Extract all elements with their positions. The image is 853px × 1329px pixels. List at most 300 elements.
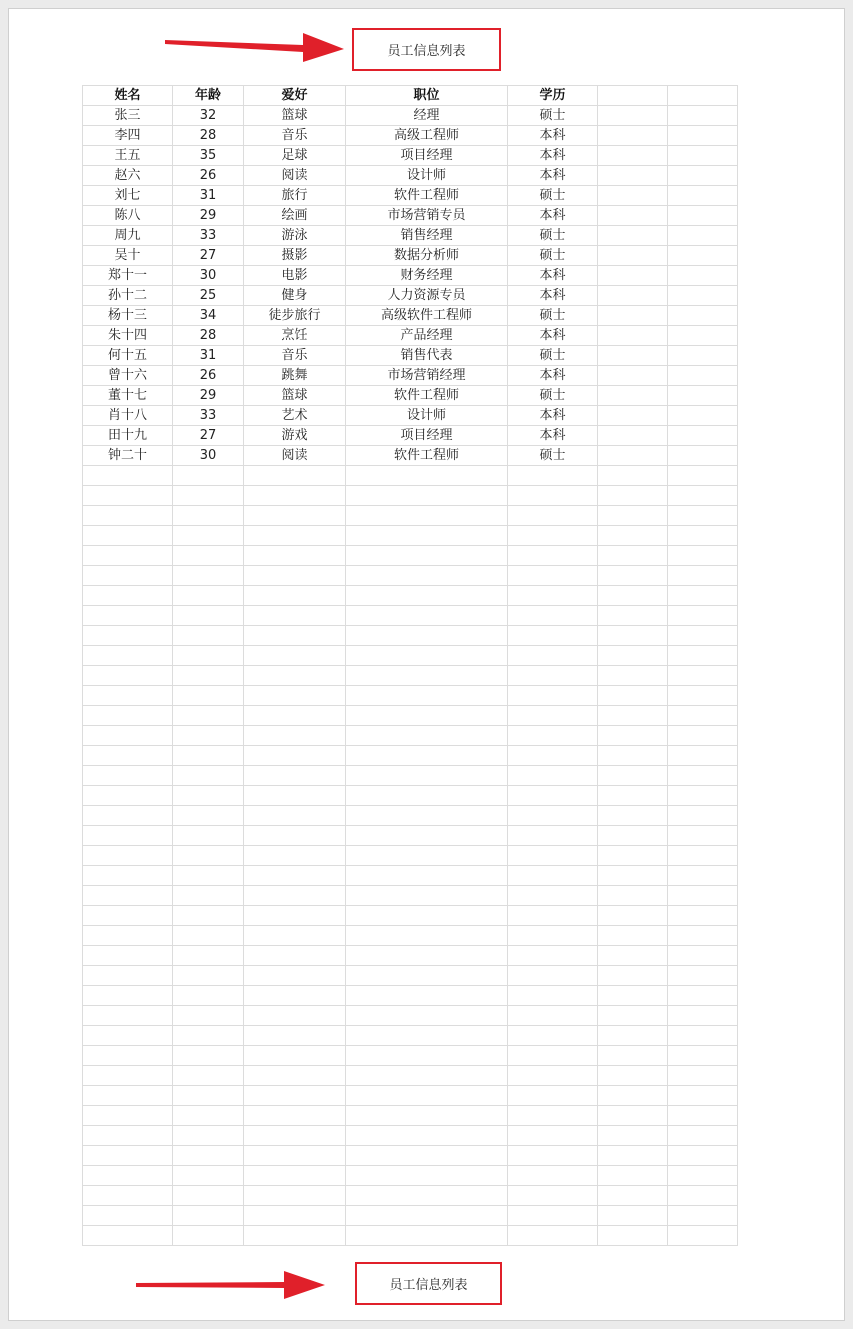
empty-cell[interactable] <box>244 986 346 1006</box>
cell-position[interactable]: 数据分析师 <box>346 246 508 266</box>
empty-cell[interactable] <box>346 786 508 806</box>
empty-cell[interactable] <box>668 1006 738 1026</box>
empty-cell[interactable] <box>598 586 668 606</box>
empty-cell[interactable] <box>668 226 738 246</box>
empty-cell[interactable] <box>668 866 738 886</box>
empty-cell[interactable] <box>598 666 668 686</box>
empty-cell[interactable] <box>244 686 346 706</box>
empty-cell[interactable] <box>83 1226 173 1246</box>
header-cell-empty[interactable] <box>598 86 668 106</box>
empty-cell[interactable] <box>83 626 173 646</box>
cell-education[interactable]: 本科 <box>508 126 598 146</box>
empty-cell[interactable] <box>598 766 668 786</box>
empty-cell[interactable] <box>83 666 173 686</box>
empty-cell[interactable] <box>346 586 508 606</box>
empty-cell[interactable] <box>173 626 244 646</box>
empty-cell[interactable] <box>598 366 668 386</box>
empty-cell[interactable] <box>508 606 598 626</box>
cell-position[interactable]: 市场营销专员 <box>346 206 508 226</box>
empty-cell[interactable] <box>173 1166 244 1186</box>
cell-name[interactable]: 杨十三 <box>83 306 173 326</box>
empty-cell[interactable] <box>346 1126 508 1146</box>
empty-cell[interactable] <box>83 546 173 566</box>
empty-cell[interactable] <box>173 466 244 486</box>
empty-cell[interactable] <box>173 746 244 766</box>
empty-cell[interactable] <box>346 1186 508 1206</box>
cell-position[interactable]: 软件工程师 <box>346 186 508 206</box>
cell-education[interactable]: 本科 <box>508 366 598 386</box>
cell-name[interactable]: 吴十 <box>83 246 173 266</box>
empty-cell[interactable] <box>83 746 173 766</box>
cell-hobby[interactable]: 阅读 <box>244 166 346 186</box>
cell-education[interactable]: 本科 <box>508 206 598 226</box>
empty-cell[interactable] <box>508 1186 598 1206</box>
empty-cell[interactable] <box>346 1066 508 1086</box>
cell-age[interactable]: 34 <box>173 306 244 326</box>
header-cell-empty[interactable] <box>668 86 738 106</box>
empty-cell[interactable] <box>598 646 668 666</box>
cell-hobby[interactable]: 艺术 <box>244 406 346 426</box>
empty-cell[interactable] <box>83 1186 173 1206</box>
empty-cell[interactable] <box>598 526 668 546</box>
empty-cell[interactable] <box>508 626 598 646</box>
cell-education[interactable]: 硕士 <box>508 246 598 266</box>
empty-cell[interactable] <box>508 506 598 526</box>
cell-hobby[interactable]: 摄影 <box>244 246 346 266</box>
empty-cell[interactable] <box>173 866 244 886</box>
empty-cell[interactable] <box>668 706 738 726</box>
empty-cell[interactable] <box>668 206 738 226</box>
empty-cell[interactable] <box>173 826 244 846</box>
empty-cell[interactable] <box>508 806 598 826</box>
empty-cell[interactable] <box>508 946 598 966</box>
empty-cell[interactable] <box>508 966 598 986</box>
empty-cell[interactable] <box>346 486 508 506</box>
cell-education[interactable]: 硕士 <box>508 186 598 206</box>
cell-position[interactable]: 产品经理 <box>346 326 508 346</box>
cell-name[interactable]: 田十九 <box>83 426 173 446</box>
empty-cell[interactable] <box>173 1206 244 1226</box>
empty-cell[interactable] <box>508 786 598 806</box>
empty-cell[interactable] <box>598 206 668 226</box>
empty-cell[interactable] <box>173 1146 244 1166</box>
empty-cell[interactable] <box>83 486 173 506</box>
cell-hobby[interactable]: 电影 <box>244 266 346 286</box>
empty-cell[interactable] <box>668 806 738 826</box>
empty-cell[interactable] <box>508 1106 598 1126</box>
empty-cell[interactable] <box>244 666 346 686</box>
header-cell-education[interactable]: 学历 <box>508 86 598 106</box>
empty-cell[interactable] <box>346 1046 508 1066</box>
empty-cell[interactable] <box>346 666 508 686</box>
empty-cell[interactable] <box>83 586 173 606</box>
cell-hobby[interactable]: 烹饪 <box>244 326 346 346</box>
cell-education[interactable]: 硕士 <box>508 346 598 366</box>
cell-age[interactable]: 33 <box>173 226 244 246</box>
empty-cell[interactable] <box>508 766 598 786</box>
empty-cell[interactable] <box>244 866 346 886</box>
cell-name[interactable]: 孙十二 <box>83 286 173 306</box>
empty-cell[interactable] <box>244 826 346 846</box>
empty-cell[interactable] <box>83 1066 173 1086</box>
empty-cell[interactable] <box>244 466 346 486</box>
empty-cell[interactable] <box>598 326 668 346</box>
empty-cell[interactable] <box>508 646 598 666</box>
empty-cell[interactable] <box>346 966 508 986</box>
cell-age[interactable]: 29 <box>173 386 244 406</box>
header-cell-name[interactable]: 姓名 <box>83 86 173 106</box>
empty-cell[interactable] <box>668 526 738 546</box>
cell-position[interactable]: 软件工程师 <box>346 386 508 406</box>
empty-cell[interactable] <box>83 526 173 546</box>
empty-cell[interactable] <box>346 1006 508 1026</box>
empty-cell[interactable] <box>173 806 244 826</box>
empty-cell[interactable] <box>668 766 738 786</box>
empty-cell[interactable] <box>598 786 668 806</box>
empty-cell[interactable] <box>244 1146 346 1166</box>
empty-cell[interactable] <box>83 1046 173 1066</box>
empty-cell[interactable] <box>346 606 508 626</box>
empty-cell[interactable] <box>346 926 508 946</box>
empty-cell[interactable] <box>598 906 668 926</box>
empty-cell[interactable] <box>173 1186 244 1206</box>
empty-cell[interactable] <box>346 646 508 666</box>
empty-cell[interactable] <box>598 426 668 446</box>
cell-education[interactable]: 本科 <box>508 146 598 166</box>
cell-name[interactable]: 朱十四 <box>83 326 173 346</box>
cell-education[interactable]: 硕士 <box>508 386 598 406</box>
cell-position[interactable]: 项目经理 <box>346 426 508 446</box>
cell-position[interactable]: 销售代表 <box>346 346 508 366</box>
empty-cell[interactable] <box>668 286 738 306</box>
empty-cell[interactable] <box>173 1086 244 1106</box>
empty-cell[interactable] <box>668 626 738 646</box>
cell-name[interactable]: 董十七 <box>83 386 173 406</box>
cell-name[interactable]: 钟二十 <box>83 446 173 466</box>
empty-cell[interactable] <box>598 186 668 206</box>
cell-name[interactable]: 肖十八 <box>83 406 173 426</box>
empty-cell[interactable] <box>244 766 346 786</box>
empty-cell[interactable] <box>83 846 173 866</box>
empty-cell[interactable] <box>598 686 668 706</box>
empty-cell[interactable] <box>668 406 738 426</box>
empty-cell[interactable] <box>173 706 244 726</box>
cell-position[interactable]: 市场营销经理 <box>346 366 508 386</box>
cell-name[interactable]: 周九 <box>83 226 173 246</box>
empty-cell[interactable] <box>598 226 668 246</box>
empty-cell[interactable] <box>668 826 738 846</box>
empty-cell[interactable] <box>244 1006 346 1026</box>
empty-cell[interactable] <box>244 1086 346 1106</box>
empty-cell[interactable] <box>508 1006 598 1026</box>
empty-cell[interactable] <box>173 1226 244 1246</box>
empty-cell[interactable] <box>598 926 668 946</box>
empty-cell[interactable] <box>668 686 738 706</box>
empty-cell[interactable] <box>173 506 244 526</box>
empty-cell[interactable] <box>173 986 244 1006</box>
empty-cell[interactable] <box>173 546 244 566</box>
empty-cell[interactable] <box>173 606 244 626</box>
empty-cell[interactable] <box>598 566 668 586</box>
empty-cell[interactable] <box>83 686 173 706</box>
empty-cell[interactable] <box>508 726 598 746</box>
empty-cell[interactable] <box>173 906 244 926</box>
empty-cell[interactable] <box>668 586 738 606</box>
empty-cell[interactable] <box>508 886 598 906</box>
cell-age[interactable]: 31 <box>173 346 244 366</box>
empty-cell[interactable] <box>346 1086 508 1106</box>
cell-hobby[interactable]: 绘画 <box>244 206 346 226</box>
cell-education[interactable]: 硕士 <box>508 226 598 246</box>
empty-cell[interactable] <box>173 666 244 686</box>
empty-cell[interactable] <box>83 646 173 666</box>
empty-cell[interactable] <box>83 826 173 846</box>
cell-hobby[interactable]: 旅行 <box>244 186 346 206</box>
empty-cell[interactable] <box>83 1106 173 1126</box>
empty-cell[interactable] <box>508 1026 598 1046</box>
cell-age[interactable]: 26 <box>173 166 244 186</box>
cell-name[interactable]: 郑十一 <box>83 266 173 286</box>
cell-age[interactable]: 26 <box>173 366 244 386</box>
empty-cell[interactable] <box>668 466 738 486</box>
empty-cell[interactable] <box>83 926 173 946</box>
cell-name[interactable]: 赵六 <box>83 166 173 186</box>
empty-cell[interactable] <box>173 786 244 806</box>
empty-cell[interactable] <box>346 626 508 646</box>
empty-cell[interactable] <box>508 586 598 606</box>
empty-cell[interactable] <box>244 1166 346 1186</box>
empty-cell[interactable] <box>83 706 173 726</box>
empty-cell[interactable] <box>173 846 244 866</box>
empty-cell[interactable] <box>598 806 668 826</box>
cell-age[interactable]: 27 <box>173 246 244 266</box>
empty-cell[interactable] <box>244 606 346 626</box>
empty-cell[interactable] <box>598 506 668 526</box>
empty-cell[interactable] <box>598 446 668 466</box>
empty-cell[interactable] <box>598 826 668 846</box>
empty-cell[interactable] <box>508 1206 598 1226</box>
empty-cell[interactable] <box>668 1126 738 1146</box>
empty-cell[interactable] <box>598 466 668 486</box>
empty-cell[interactable] <box>668 106 738 126</box>
empty-cell[interactable] <box>598 246 668 266</box>
empty-cell[interactable] <box>668 546 738 566</box>
cell-age[interactable]: 30 <box>173 266 244 286</box>
empty-cell[interactable] <box>598 706 668 726</box>
cell-name[interactable]: 刘七 <box>83 186 173 206</box>
empty-cell[interactable] <box>173 1066 244 1086</box>
empty-cell[interactable] <box>508 846 598 866</box>
empty-cell[interactable] <box>598 626 668 646</box>
empty-cell[interactable] <box>83 1086 173 1106</box>
empty-cell[interactable] <box>83 806 173 826</box>
empty-cell[interactable] <box>598 106 668 126</box>
empty-cell[interactable] <box>668 726 738 746</box>
empty-cell[interactable] <box>598 1026 668 1046</box>
empty-cell[interactable] <box>668 1166 738 1186</box>
empty-cell[interactable] <box>244 1026 346 1046</box>
cell-age[interactable]: 29 <box>173 206 244 226</box>
empty-cell[interactable] <box>83 726 173 746</box>
empty-cell[interactable] <box>598 1046 668 1066</box>
cell-age[interactable]: 32 <box>173 106 244 126</box>
empty-cell[interactable] <box>508 666 598 686</box>
empty-cell[interactable] <box>508 1046 598 1066</box>
empty-cell[interactable] <box>173 766 244 786</box>
empty-cell[interactable] <box>83 1146 173 1166</box>
empty-cell[interactable] <box>173 486 244 506</box>
empty-cell[interactable] <box>598 986 668 1006</box>
empty-cell[interactable] <box>668 346 738 366</box>
cell-position[interactable]: 高级工程师 <box>346 126 508 146</box>
empty-cell[interactable] <box>598 886 668 906</box>
empty-cell[interactable] <box>244 1126 346 1146</box>
empty-cell[interactable] <box>83 946 173 966</box>
empty-cell[interactable] <box>598 126 668 146</box>
empty-cell[interactable] <box>244 726 346 746</box>
empty-cell[interactable] <box>668 606 738 626</box>
cell-age[interactable]: 33 <box>173 406 244 426</box>
empty-cell[interactable] <box>244 886 346 906</box>
empty-cell[interactable] <box>83 1206 173 1226</box>
empty-cell[interactable] <box>244 946 346 966</box>
header-cell-age[interactable]: 年龄 <box>173 86 244 106</box>
empty-cell[interactable] <box>508 926 598 946</box>
empty-cell[interactable] <box>508 866 598 886</box>
empty-cell[interactable] <box>668 646 738 666</box>
empty-cell[interactable] <box>244 566 346 586</box>
empty-cell[interactable] <box>668 946 738 966</box>
cell-name[interactable]: 何十五 <box>83 346 173 366</box>
empty-cell[interactable] <box>83 986 173 1006</box>
cell-hobby[interactable]: 游戏 <box>244 426 346 446</box>
empty-cell[interactable] <box>346 706 508 726</box>
cell-age[interactable]: 35 <box>173 146 244 166</box>
cell-education[interactable]: 本科 <box>508 326 598 346</box>
empty-cell[interactable] <box>598 166 668 186</box>
cell-position[interactable]: 高级软件工程师 <box>346 306 508 326</box>
cell-age[interactable]: 28 <box>173 126 244 146</box>
cell-position[interactable]: 软件工程师 <box>346 446 508 466</box>
empty-cell[interactable] <box>668 146 738 166</box>
empty-cell[interactable] <box>598 286 668 306</box>
empty-cell[interactable] <box>668 1206 738 1226</box>
empty-cell[interactable] <box>173 886 244 906</box>
empty-cell[interactable] <box>598 946 668 966</box>
empty-cell[interactable] <box>244 926 346 946</box>
empty-cell[interactable] <box>83 906 173 926</box>
empty-cell[interactable] <box>346 906 508 926</box>
empty-cell[interactable] <box>346 566 508 586</box>
cell-position[interactable]: 设计师 <box>346 406 508 426</box>
empty-cell[interactable] <box>598 1146 668 1166</box>
cell-age[interactable]: 28 <box>173 326 244 346</box>
cell-education[interactable]: 硕士 <box>508 446 598 466</box>
empty-cell[interactable] <box>598 746 668 766</box>
cell-education[interactable]: 本科 <box>508 426 598 446</box>
empty-cell[interactable] <box>244 526 346 546</box>
empty-cell[interactable] <box>508 466 598 486</box>
empty-cell[interactable] <box>244 546 346 566</box>
empty-cell[interactable] <box>83 506 173 526</box>
empty-cell[interactable] <box>346 1206 508 1226</box>
cell-hobby[interactable]: 足球 <box>244 146 346 166</box>
empty-cell[interactable] <box>508 986 598 1006</box>
cell-education[interactable]: 本科 <box>508 406 598 426</box>
empty-cell[interactable] <box>173 1046 244 1066</box>
empty-cell[interactable] <box>668 666 738 686</box>
empty-cell[interactable] <box>598 1186 668 1206</box>
empty-cell[interactable] <box>83 1006 173 1026</box>
empty-cell[interactable] <box>173 526 244 546</box>
cell-hobby[interactable]: 徒步旅行 <box>244 306 346 326</box>
empty-cell[interactable] <box>668 1046 738 1066</box>
empty-cell[interactable] <box>244 1106 346 1126</box>
empty-cell[interactable] <box>244 1206 346 1226</box>
empty-cell[interactable] <box>508 566 598 586</box>
empty-cell[interactable] <box>346 866 508 886</box>
empty-cell[interactable] <box>173 1006 244 1026</box>
empty-cell[interactable] <box>346 1166 508 1186</box>
empty-cell[interactable] <box>508 1146 598 1166</box>
cell-age[interactable]: 30 <box>173 446 244 466</box>
empty-cell[interactable] <box>598 346 668 366</box>
empty-cell[interactable] <box>668 126 738 146</box>
cell-age[interactable]: 27 <box>173 426 244 446</box>
empty-cell[interactable] <box>668 386 738 406</box>
empty-cell[interactable] <box>668 166 738 186</box>
empty-cell[interactable] <box>173 1126 244 1146</box>
empty-cell[interactable] <box>83 1026 173 1046</box>
empty-cell[interactable] <box>598 486 668 506</box>
empty-cell[interactable] <box>508 906 598 926</box>
empty-cell[interactable] <box>346 746 508 766</box>
empty-cell[interactable] <box>173 686 244 706</box>
empty-cell[interactable] <box>244 1066 346 1086</box>
empty-cell[interactable] <box>668 906 738 926</box>
empty-cell[interactable] <box>173 966 244 986</box>
cell-hobby[interactable]: 音乐 <box>244 346 346 366</box>
cell-hobby[interactable]: 游泳 <box>244 226 346 246</box>
empty-cell[interactable] <box>244 966 346 986</box>
empty-cell[interactable] <box>668 1086 738 1106</box>
empty-cell[interactable] <box>244 506 346 526</box>
empty-cell[interactable] <box>346 946 508 966</box>
empty-cell[interactable] <box>346 506 508 526</box>
empty-cell[interactable] <box>508 526 598 546</box>
cell-education[interactable]: 硕士 <box>508 106 598 126</box>
empty-cell[interactable] <box>244 626 346 646</box>
empty-cell[interactable] <box>668 1066 738 1086</box>
empty-cell[interactable] <box>598 1066 668 1086</box>
empty-cell[interactable] <box>173 1106 244 1126</box>
cell-name[interactable]: 李四 <box>83 126 173 146</box>
cell-position[interactable]: 设计师 <box>346 166 508 186</box>
empty-cell[interactable] <box>668 446 738 466</box>
cell-position[interactable]: 财务经理 <box>346 266 508 286</box>
empty-cell[interactable] <box>83 866 173 886</box>
empty-cell[interactable] <box>244 786 346 806</box>
empty-cell[interactable] <box>598 406 668 426</box>
empty-cell[interactable] <box>668 366 738 386</box>
empty-cell[interactable] <box>598 726 668 746</box>
empty-cell[interactable] <box>83 1126 173 1146</box>
empty-cell[interactable] <box>244 1186 346 1206</box>
empty-cell[interactable] <box>668 746 738 766</box>
empty-cell[interactable] <box>508 1166 598 1186</box>
empty-cell[interactable] <box>244 1046 346 1066</box>
cell-name[interactable]: 张三 <box>83 106 173 126</box>
